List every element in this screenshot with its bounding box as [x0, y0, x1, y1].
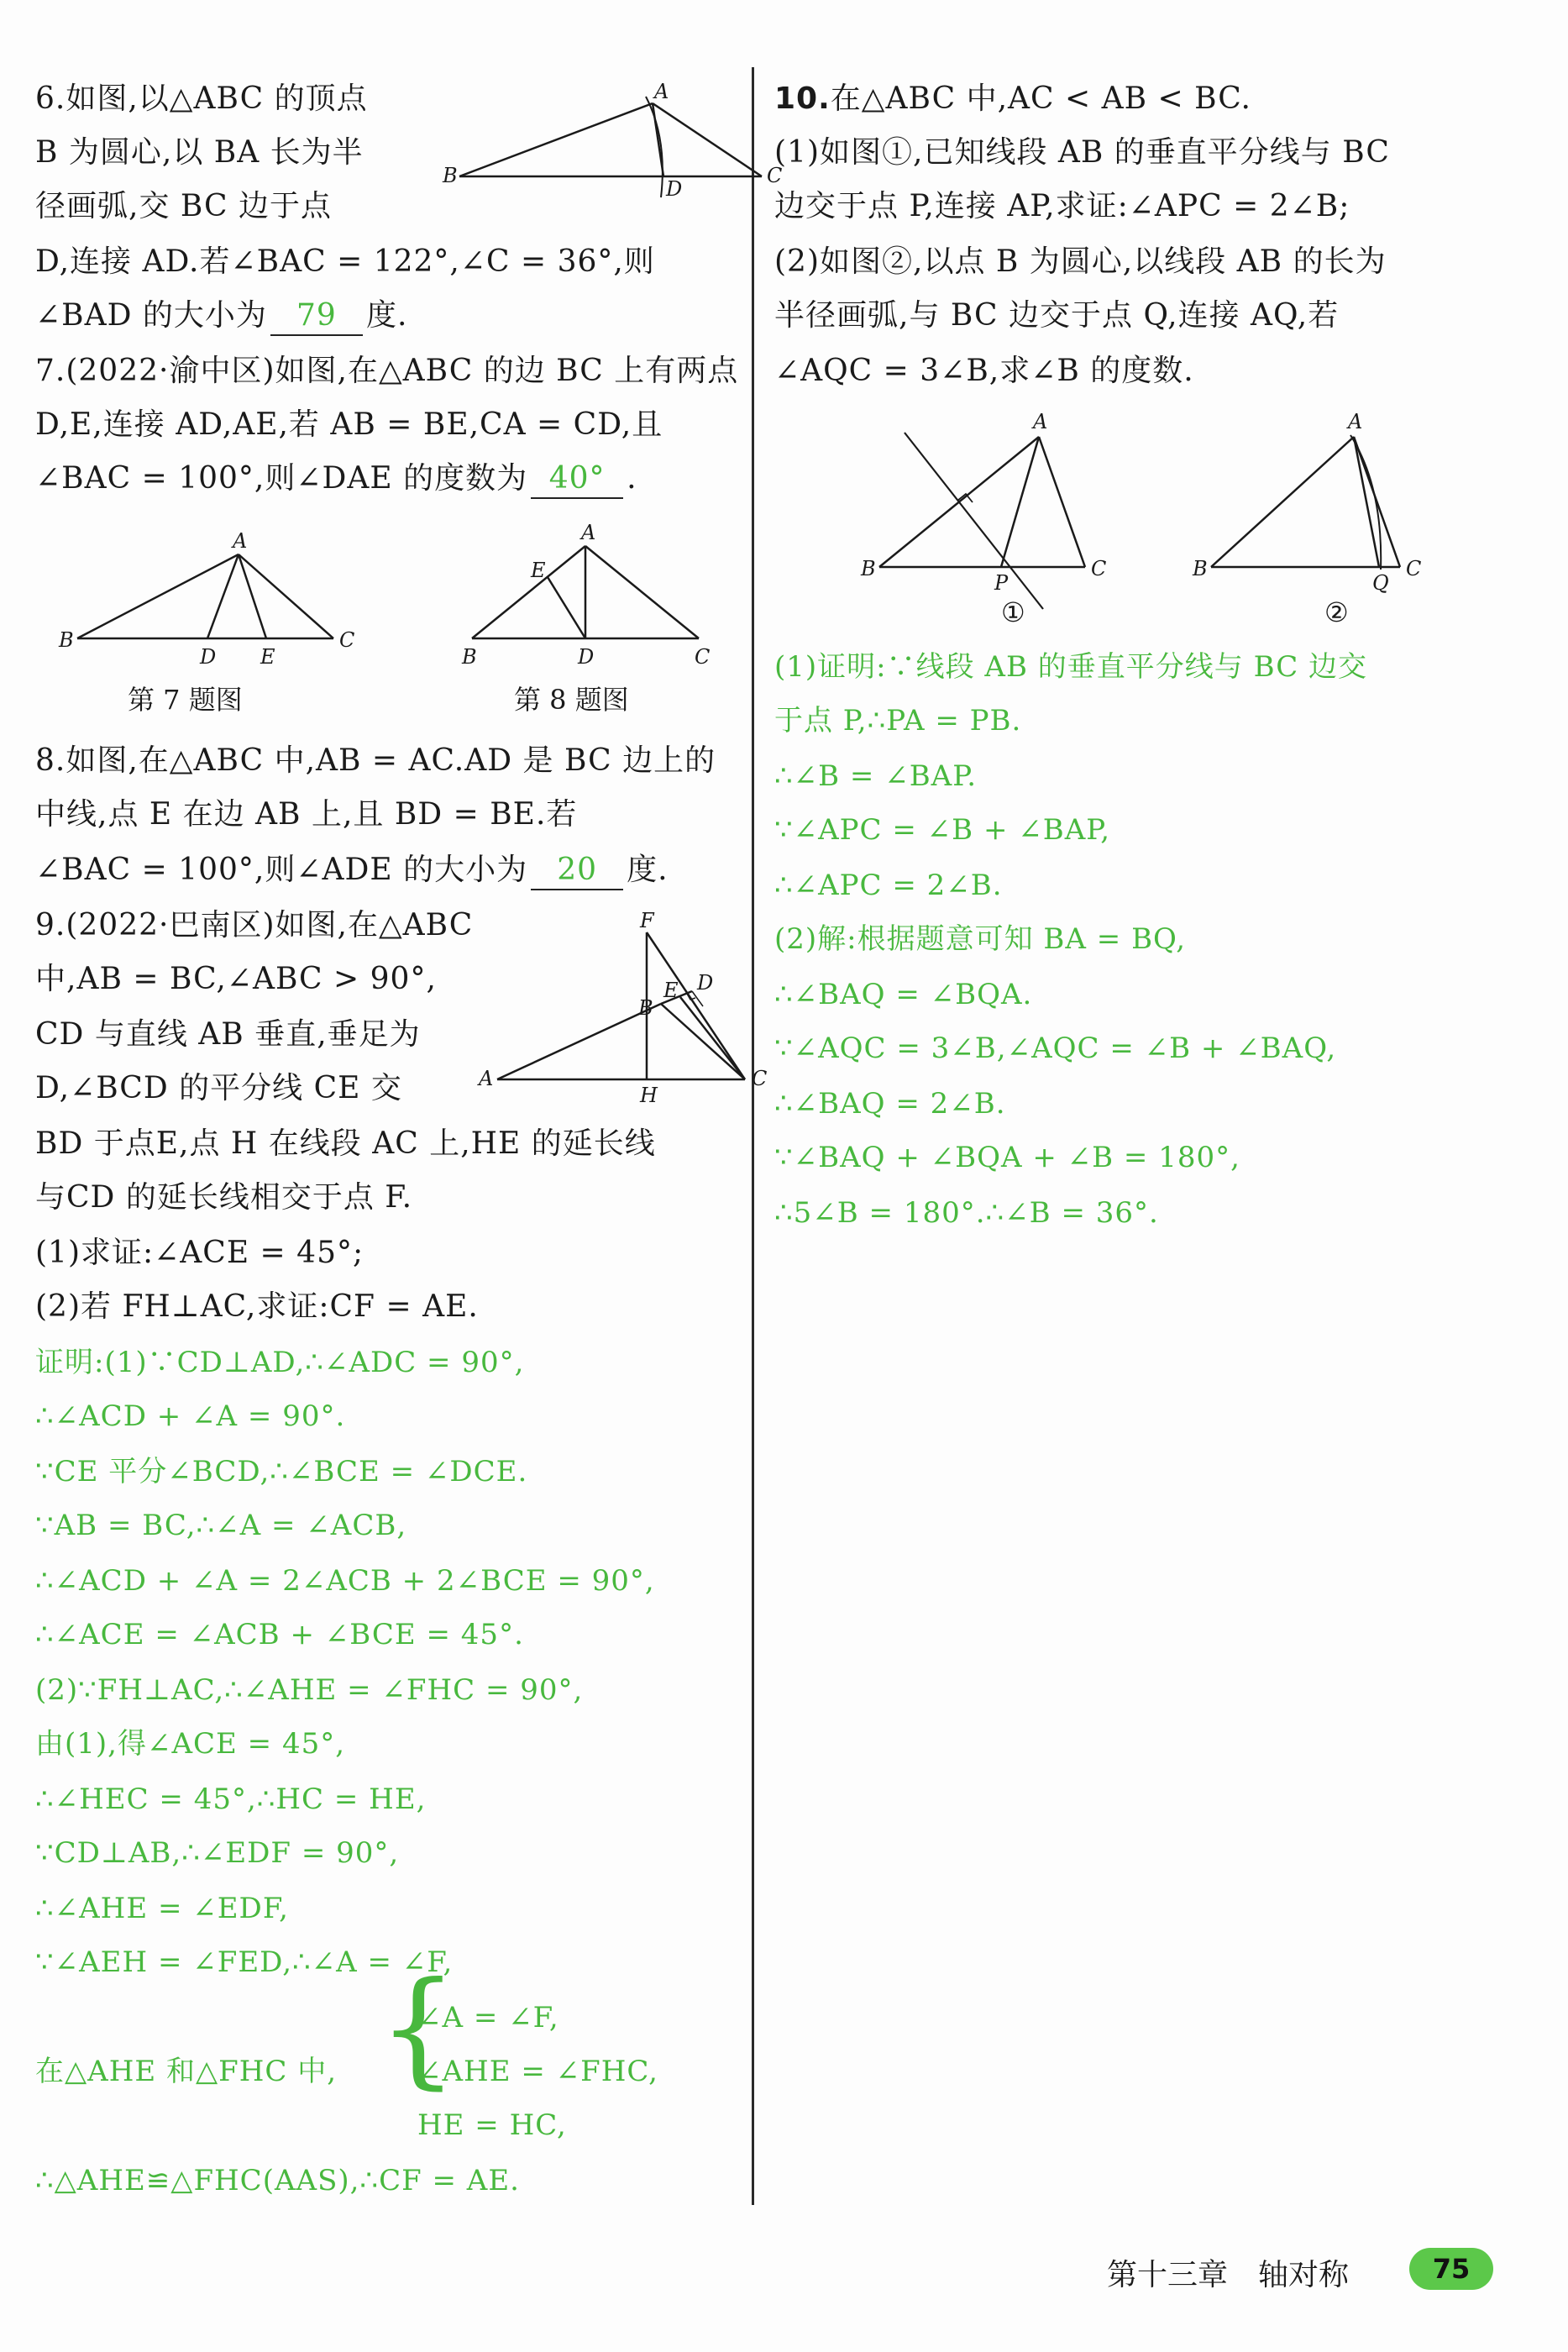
q9-solution-line-4: ∵AB = BC,∴∠A = ∠ACB, — [35, 1509, 407, 1542]
q9-figure — [472, 907, 774, 1117]
fig1-label-c: C — [1091, 557, 1107, 580]
fig8-label-d: D — [578, 645, 595, 669]
q10-solution-line-8: ∵∠AQC = 3∠B,∠AQC = ∠B + ∠BAQ, — [774, 1032, 1337, 1065]
q6-figure — [417, 80, 783, 206]
q10-figure-1 — [854, 403, 1114, 638]
q9-label-d: D — [697, 971, 714, 995]
q9-system-line-3: HE = HC, — [417, 2108, 567, 2142]
q6-line-2: B 为圆心,以 BA 长为半 — [35, 135, 364, 170]
q10-line-5: ∠AQC = 3∠B,求∠B 的度数. — [774, 354, 1194, 388]
q9-solution-line-11: ∴∠AHE = ∠EDF, — [35, 1892, 289, 1925]
q10-number: 10. — [774, 81, 831, 116]
q6-label-b: B — [443, 164, 458, 187]
fig1-label-b: B — [861, 557, 876, 580]
q9-solution-line-12: ∵∠AEH = ∠FED,∴∠A = ∠F, — [35, 1945, 454, 1979]
q9-label-b: B — [638, 996, 653, 1020]
q10-line-2: 边交于点 P,连接 AP,求证:∠APC = 2∠B; — [774, 189, 1350, 223]
q6-line-3: 径画弧,交 BC 边于点 — [35, 189, 332, 223]
q10-figure-2 — [1186, 403, 1421, 613]
fig2-label-b: B — [1193, 557, 1208, 580]
q10-solution-line-6: (2)解:根据题意可知 BA = BQ, — [774, 922, 1187, 956]
figure-7-caption: 第 7 题图 — [128, 684, 243, 716]
fig7-label-d: D — [200, 645, 217, 669]
fig7-label-a: A — [233, 529, 248, 553]
q6-line-5 — [35, 297, 407, 336]
q10-title — [774, 81, 1251, 118]
fig7-label-b: B — [59, 628, 74, 652]
q10-figure-2-label: ② — [1324, 596, 1349, 628]
q9-solution-line-2: ∴∠ACD + ∠A = 90°. — [35, 1399, 346, 1433]
q10-solution-line-3: ∴∠B = ∠BAP. — [774, 759, 978, 793]
q9-line-3: CD 与直线 AB 垂直,垂足为 — [35, 1017, 421, 1052]
q9-line-8: (2)若 FH⊥AC,求证:CF = AE. — [35, 1289, 479, 1324]
q8-answer: 20 — [531, 852, 623, 890]
figure-8 — [455, 517, 741, 668]
q7-line-2: D,E,连接 AD,AE,若 AB = BE,CA = CD,且 — [35, 407, 663, 442]
q10-solution-line-5: ∴∠APC = 2∠B. — [774, 869, 1003, 902]
q9-label-h: H — [640, 1084, 658, 1107]
q9-label-a: A — [479, 1067, 494, 1090]
q7-suffix: . — [627, 461, 637, 496]
fig8-label-c: C — [695, 645, 711, 669]
q10-title-text: 在△ABC 中,AC < AB < BC. — [830, 81, 1251, 116]
q9-line-2: 中,AB = BC,∠ABC > 90°, — [35, 962, 437, 996]
q9-solution-line-3: ∵CE 平分∠BCD,∴∠BCE = ∠DCE. — [35, 1455, 528, 1488]
q9-solution-line-6: ∴∠ACE = ∠ACB + ∠BCE = 45°. — [35, 1618, 524, 1651]
fig1-label-a: A — [1033, 410, 1048, 433]
q7-prefix: ∠BAC = 100°,则∠DAE 的度数为 — [35, 461, 528, 496]
q8-prefix: ∠BAC = 100°,则∠ADE 的大小为 — [35, 853, 528, 887]
q9-line-4: D,∠BCD 的平分线 CE 交 — [35, 1071, 402, 1105]
q9-solution-line-1: 证明:(1)∵CD⊥AD,∴∠ADC = 90°, — [35, 1346, 525, 1379]
q9-solution-line-7: (2)∵FH⊥AC,∴∠AHE = ∠FHC = 90°, — [35, 1673, 584, 1707]
figure-8-caption: 第 8 题图 — [514, 684, 629, 716]
fig1-label-p: P — [994, 571, 1009, 595]
q9-label-f: F — [640, 909, 654, 932]
q10-solution-line-2: 于点 P,∴PA = PB. — [774, 704, 1022, 738]
q9-conclusion: ∴△AHE≌△FHC(AAS),∴CF = AE. — [35, 2164, 520, 2197]
q9-line-7: (1)求证:∠ACE = 45°; — [35, 1236, 364, 1270]
q10-solution-line-11: ∴5∠B = 180°.∴∠B = 36°. — [774, 1196, 1159, 1230]
q10-solution-line-1: (1)证明:∵线段 AB 的垂直平分线与 BC 边交 — [774, 650, 1368, 684]
q7-line-3 — [35, 460, 637, 499]
fig2-label-a: A — [1348, 410, 1363, 433]
q9-label-e: E — [663, 979, 679, 1002]
q7-answer: 40° — [531, 460, 623, 499]
column-divider — [752, 67, 754, 2205]
q10-solution-line-10: ∵∠BAQ + ∠BQA + ∠B = 180°, — [774, 1141, 1240, 1174]
q9-solution-line-9: ∴∠HEC = 45°,∴HC = HE, — [35, 1782, 427, 1816]
q10-line-3: (2)如图②,以点 B 为圆心,以线段 AB 的长为 — [774, 244, 1387, 279]
q10-solution-line-4: ∵∠APC = ∠B + ∠BAP, — [774, 813, 1111, 847]
fig7-label-e: E — [260, 645, 275, 669]
q8-line-1: 8.如图,在△ABC 中,AB = AC.AD 是 BC 边上的 — [35, 743, 716, 778]
q9-solution-line-5: ∴∠ACD + ∠A = 2∠ACB + 2∠BCE = 90°, — [35, 1564, 655, 1598]
q6-line-4: D,连接 AD.若∠BAC = 122°,∠C = 36°,则 — [35, 244, 655, 279]
fig8-label-a: A — [581, 521, 596, 544]
q10-solution-line-9: ∴∠BAQ = 2∠B. — [774, 1087, 1006, 1121]
q9-system-line-1: ∠A = ∠F, — [417, 2001, 559, 2034]
q6-line-1: 6.如图,以△ABC 的顶点 — [35, 81, 368, 116]
q9-line-5: BD 于点E,点 H 在线段 AC 上,HE 的延长线 — [35, 1126, 656, 1161]
q6-suffix: 度. — [365, 298, 408, 333]
q10-figure-1-label: ① — [1001, 596, 1025, 628]
q6-label-a: A — [654, 80, 669, 103]
q9-label-c: C — [752, 1067, 768, 1090]
fig7-label-c: C — [339, 628, 355, 652]
q9-solution-line-8: 由(1),得∠ACE = 45°, — [35, 1727, 346, 1761]
q9-solution-line-10: ∵CD⊥AB,∴∠EDF = 90°, — [35, 1836, 400, 1870]
q9-system-prefix: 在△AHE 和△FHC 中, — [35, 2055, 337, 2088]
fig8-label-b: B — [462, 645, 477, 669]
fig2-label-c: C — [1406, 557, 1422, 580]
q10-solution-line-7: ∴∠BAQ = ∠BQA. — [774, 978, 1033, 1011]
q10-line-4: 半径画弧,与 BC 边交于点 Q,连接 AQ,若 — [774, 298, 1340, 333]
q8-line-2: 中线,点 E 在边 AB 上,且 BD = BE.若 — [35, 797, 578, 832]
q10-line-1: (1)如图①,已知线段 AB 的垂直平分线与 BC — [774, 135, 1390, 170]
q9-system-brace: { — [378, 1956, 459, 2102]
q6-label-c: C — [767, 164, 783, 187]
q9-system-line-2: ∠AHE = ∠FHC, — [417, 2055, 658, 2088]
chapter-title: 第十三章 轴对称 — [1107, 2258, 1350, 2292]
q8-suffix: 度. — [627, 853, 669, 887]
q9-line-6: 与CD 的延长线相交于点 F. — [35, 1180, 413, 1215]
fig8-label-e: E — [531, 559, 546, 582]
q8-line-3 — [35, 852, 669, 890]
q6-answer: 79 — [270, 297, 363, 336]
q6-prefix: ∠BAD 的大小为 — [35, 298, 267, 333]
q6-label-d: D — [666, 177, 683, 201]
fig2-label-q: Q — [1372, 571, 1389, 595]
q7-line-1: 7.(2022·渝中区)如图,在△ABC 的边 BC 上有两点 — [35, 354, 739, 388]
q9-line-1: 9.(2022·巴南区)如图,在△ABC — [35, 908, 474, 942]
page-number: 75 — [1409, 2248, 1493, 2290]
figure-7 — [52, 525, 371, 668]
